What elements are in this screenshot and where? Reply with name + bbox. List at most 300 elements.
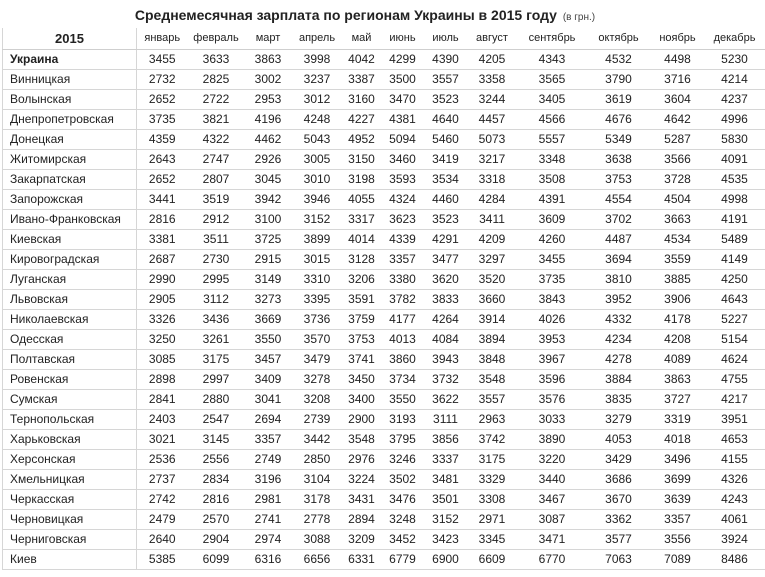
salary-value: 4535 <box>705 170 765 190</box>
salary-value: 3520 <box>467 270 518 290</box>
table-row <box>3 210 765 230</box>
salary-value: 3175 <box>467 450 518 470</box>
salary-value: 4214 <box>705 70 765 90</box>
salary-value: 3835 <box>587 390 651 410</box>
salary-value: 3111 <box>425 410 467 430</box>
salary-value: 4053 <box>587 430 651 450</box>
salary-value: 3753 <box>587 170 651 190</box>
salary-value: 3423 <box>425 530 467 550</box>
salary-value: 3318 <box>467 170 518 190</box>
salary-value: 5349 <box>587 130 651 150</box>
salary-value: 3419 <box>425 150 467 170</box>
salary-value: 3623 <box>381 210 425 230</box>
salary-value: 2926 <box>245 150 292 170</box>
salary-value: 4248 <box>292 110 343 130</box>
salary-value: 3523 <box>425 90 467 110</box>
salary-value: 5154 <box>705 330 765 350</box>
salary-value: 2732 <box>137 70 188 90</box>
salary-value: 3759 <box>343 310 381 330</box>
salary-value: 2807 <box>188 170 245 190</box>
salary-value: 5385 <box>137 550 188 570</box>
salary-value: 4055 <box>343 190 381 210</box>
region-name: Харьковская <box>3 430 137 450</box>
region-name: Полтавская <box>3 350 137 370</box>
region-name: Винницкая <box>3 70 137 90</box>
table-row <box>3 470 765 490</box>
region-name: Волынская <box>3 90 137 110</box>
salary-value: 4322 <box>188 130 245 150</box>
salary-value: 5287 <box>651 130 705 150</box>
salary-value: 5230 <box>705 50 765 70</box>
salary-value: 2974 <box>245 530 292 550</box>
table-row <box>3 130 765 150</box>
salary-value: 2990 <box>137 270 188 290</box>
salary-value: 3548 <box>343 430 381 450</box>
salary-value: 4177 <box>381 310 425 330</box>
salary-value: 3741 <box>343 350 381 370</box>
salary-value: 3669 <box>245 310 292 330</box>
salary-value: 2479 <box>137 510 188 530</box>
salary-value: 4640 <box>425 110 467 130</box>
salary-value: 3790 <box>587 70 651 90</box>
salary-value: 2737 <box>137 470 188 490</box>
salary-value: 3591 <box>343 290 381 310</box>
salary-value: 4343 <box>518 50 587 70</box>
salary-value: 3326 <box>137 310 188 330</box>
salary-value: 2816 <box>137 210 188 230</box>
year-header: 2015 <box>3 28 137 50</box>
salary-value: 3953 <box>518 330 587 350</box>
table-row <box>3 270 765 290</box>
table-row <box>3 90 765 110</box>
salary-value: 3470 <box>381 90 425 110</box>
salary-value: 2953 <box>245 90 292 110</box>
salary-value: 3742 <box>467 430 518 450</box>
salary-value: 3358 <box>467 70 518 90</box>
salary-value: 3217 <box>467 150 518 170</box>
title-unit: (в грн.) <box>562 12 596 23</box>
salary-value: 3508 <box>518 170 587 190</box>
salary-value: 4018 <box>651 430 705 450</box>
salary-value: 3345 <box>467 530 518 550</box>
salary-value: 7063 <box>587 550 651 570</box>
region-name: Житомирская <box>3 150 137 170</box>
salary-value: 3041 <box>245 390 292 410</box>
salary-value: 3596 <box>518 370 587 390</box>
region-name: Ровенская <box>3 370 137 390</box>
month-header: октябрь <box>587 28 651 50</box>
salary-value: 3943 <box>425 350 467 370</box>
salary-value: 3843 <box>518 290 587 310</box>
salary-value: 3604 <box>651 90 705 110</box>
salary-value: 2963 <box>467 410 518 430</box>
salary-value: 4676 <box>587 110 651 130</box>
salary-value: 3409 <box>245 370 292 390</box>
salary-value: 4566 <box>518 110 587 130</box>
salary-value: 3559 <box>651 250 705 270</box>
salary-value: 2747 <box>188 150 245 170</box>
salary-value: 6779 <box>381 550 425 570</box>
month-header: февраль <box>188 28 245 50</box>
salary-value: 3244 <box>467 90 518 110</box>
salary-value: 3952 <box>587 290 651 310</box>
salary-value: 3899 <box>292 230 343 250</box>
table-row <box>3 350 765 370</box>
salary-value: 3193 <box>381 410 425 430</box>
table-row <box>3 450 765 470</box>
salary-value: 3357 <box>651 510 705 530</box>
salary-value: 4504 <box>651 190 705 210</box>
salary-value: 3128 <box>343 250 381 270</box>
salary-value: 3735 <box>137 110 188 130</box>
table-row <box>3 390 765 410</box>
salary-value: 3450 <box>343 370 381 390</box>
salary-value: 2912 <box>188 210 245 230</box>
salary-value: 4332 <box>587 310 651 330</box>
salary-value: 4498 <box>651 50 705 70</box>
salary-value: 3400 <box>343 390 381 410</box>
salary-value: 4755 <box>705 370 765 390</box>
salary-value: 5094 <box>381 130 425 150</box>
salary-value: 2556 <box>188 450 245 470</box>
salary-value: 3208 <box>292 390 343 410</box>
salary-value: 8486 <box>705 550 765 570</box>
salary-value: 3732 <box>425 370 467 390</box>
salary-value: 4278 <box>587 350 651 370</box>
salary-value: 3429 <box>587 450 651 470</box>
table-row <box>3 150 765 170</box>
salary-value: 4237 <box>705 90 765 110</box>
region-name: Запорожская <box>3 190 137 210</box>
salary-value: 4390 <box>425 50 467 70</box>
table-row <box>3 70 765 90</box>
salary-value: 3565 <box>518 70 587 90</box>
salary-value: 4250 <box>705 270 765 290</box>
salary-value: 2905 <box>137 290 188 310</box>
salary-value: 4264 <box>425 310 467 330</box>
salary-value: 4149 <box>705 250 765 270</box>
salary-value: 3833 <box>425 290 467 310</box>
salary-value: 3556 <box>651 530 705 550</box>
salary-value: 4191 <box>705 210 765 230</box>
salary-value: 3145 <box>188 430 245 450</box>
salary-value: 3395 <box>292 290 343 310</box>
salary-value: 3795 <box>381 430 425 450</box>
salary-value: 3914 <box>467 310 518 330</box>
salary-value: 4339 <box>381 230 425 250</box>
salary-value: 3319 <box>651 410 705 430</box>
salary-value: 3150 <box>343 150 381 170</box>
salary-value: 3248 <box>381 510 425 530</box>
salary-value: 2739 <box>292 410 343 430</box>
salary-value: 3609 <box>518 210 587 230</box>
salary-value: 4532 <box>587 50 651 70</box>
region-name: Хмельницкая <box>3 470 137 490</box>
salary-value: 3010 <box>292 170 343 190</box>
salary-value: 7089 <box>651 550 705 570</box>
salary-value: 3860 <box>381 350 425 370</box>
salary-value: 3863 <box>245 50 292 70</box>
salary-value: 2981 <box>245 490 292 510</box>
salary-value: 3753 <box>343 330 381 350</box>
table-row <box>3 530 765 550</box>
salary-value: 3670 <box>587 490 651 510</box>
table-row <box>3 250 765 270</box>
salary-value: 5227 <box>705 310 765 330</box>
salary-value: 3557 <box>467 390 518 410</box>
salary-value: 6331 <box>343 550 381 570</box>
salary-value: 3946 <box>292 190 343 210</box>
salary-value: 4391 <box>518 190 587 210</box>
salary-value: 3619 <box>587 90 651 110</box>
region-name: Днепропетровская <box>3 110 137 130</box>
salary-value: 3638 <box>587 150 651 170</box>
salary-value: 3884 <box>587 370 651 390</box>
salary-value: 4299 <box>381 50 425 70</box>
table-row <box>3 170 765 190</box>
salary-value: 3196 <box>245 470 292 490</box>
salary-value: 3012 <box>292 90 343 110</box>
salary-value: 5557 <box>518 130 587 150</box>
salary-value: 4952 <box>343 130 381 150</box>
salary-value: 4487 <box>587 230 651 250</box>
table-row <box>3 110 765 130</box>
salary-value: 3570 <box>292 330 343 350</box>
salary-value: 6656 <box>292 550 343 570</box>
salary-value: 4026 <box>518 310 587 330</box>
salary-value: 3357 <box>245 430 292 450</box>
salary-value: 4462 <box>245 130 292 150</box>
salary-value: 3716 <box>651 70 705 90</box>
salary-value: 3279 <box>587 410 651 430</box>
salary-value: 2900 <box>343 410 381 430</box>
salary-value: 3633 <box>188 50 245 70</box>
region-name: Николаевская <box>3 310 137 330</box>
salary-value: 3297 <box>467 250 518 270</box>
salary-value: 4291 <box>425 230 467 250</box>
salary-value: 3500 <box>381 70 425 90</box>
salary-value: 2850 <box>292 450 343 470</box>
table-row <box>3 410 765 430</box>
salary-value: 3442 <box>292 430 343 450</box>
region-name: Львовская <box>3 290 137 310</box>
salary-value: 5460 <box>425 130 467 150</box>
salary-value: 3087 <box>518 510 587 530</box>
salary-value: 6900 <box>425 550 467 570</box>
title-text: Среднемесячная зарплата по регионам Украины в 2015 году <box>134 7 557 23</box>
region-name: Украина <box>3 50 137 70</box>
salary-value: 3534 <box>425 170 467 190</box>
salary-value: 3278 <box>292 370 343 390</box>
salary-value: 3576 <box>518 390 587 410</box>
salary-value: 3021 <box>137 430 188 450</box>
salary-value: 6609 <box>467 550 518 570</box>
salary-value: 3519 <box>188 190 245 210</box>
salary-value: 2915 <box>245 250 292 270</box>
salary-value: 3863 <box>651 370 705 390</box>
salary-value: 3557 <box>425 70 467 90</box>
salary-value: 4084 <box>425 330 467 350</box>
salary-value: 4091 <box>705 150 765 170</box>
salary-value: 3702 <box>587 210 651 230</box>
salary-value: 3209 <box>343 530 381 550</box>
salary-value: 3261 <box>188 330 245 350</box>
salary-value: 3477 <box>425 250 467 270</box>
salary-value: 3782 <box>381 290 425 310</box>
salary-value: 3452 <box>381 530 425 550</box>
salary-value: 2904 <box>188 530 245 550</box>
salary-value: 2536 <box>137 450 188 470</box>
region-name: Тернопольская <box>3 410 137 430</box>
region-name: Кировоградская <box>3 250 137 270</box>
salary-value: 2976 <box>343 450 381 470</box>
salary-value: 4234 <box>587 330 651 350</box>
salary-value: 3112 <box>188 290 245 310</box>
salary-value: 3942 <box>245 190 292 210</box>
salary-value: 2971 <box>467 510 518 530</box>
month-header: август <box>467 28 518 50</box>
salary-value: 3906 <box>651 290 705 310</box>
salary-value: 3727 <box>651 390 705 410</box>
salary-value: 3411 <box>467 210 518 230</box>
salary-value: 3821 <box>188 110 245 130</box>
month-header: март <box>245 28 292 50</box>
salary-value: 3224 <box>343 470 381 490</box>
salary-value: 2841 <box>137 390 188 410</box>
table-row <box>3 510 765 530</box>
salary-value: 2694 <box>245 410 292 430</box>
salary-value: 3686 <box>587 470 651 490</box>
salary-value: 3890 <box>518 430 587 450</box>
salary-value: 3476 <box>381 490 425 510</box>
salary-value: 3405 <box>518 90 587 110</box>
salary-value: 3387 <box>343 70 381 90</box>
salary-value: 3149 <box>245 270 292 290</box>
salary-value: 3566 <box>651 150 705 170</box>
region-name: Одесская <box>3 330 137 350</box>
salary-value: 3736 <box>292 310 343 330</box>
salary-value: 3894 <box>467 330 518 350</box>
salary-value: 4209 <box>467 230 518 250</box>
month-header: май <box>343 28 381 50</box>
salary-value: 2722 <box>188 90 245 110</box>
month-header: сентябрь <box>518 28 587 50</box>
salary-value: 3455 <box>137 50 188 70</box>
salary-value: 2742 <box>137 490 188 510</box>
salary-value: 3622 <box>425 390 467 410</box>
salary-value: 4205 <box>467 50 518 70</box>
salary-value: 3620 <box>425 270 467 290</box>
salary-value: 3273 <box>245 290 292 310</box>
salary-value: 4178 <box>651 310 705 330</box>
region-name: Сумская <box>3 390 137 410</box>
salary-value: 3348 <box>518 150 587 170</box>
salary-value: 2403 <box>137 410 188 430</box>
salary-value: 3362 <box>587 510 651 530</box>
salary-value: 3308 <box>467 490 518 510</box>
salary-value: 6770 <box>518 550 587 570</box>
salary-value: 3457 <box>245 350 292 370</box>
salary-value: 2570 <box>188 510 245 530</box>
region-name: Закарпатская <box>3 170 137 190</box>
salary-value: 4457 <box>467 110 518 130</box>
salary-value: 4061 <box>705 510 765 530</box>
salary-value: 5830 <box>705 130 765 150</box>
salary-value: 3104 <box>292 470 343 490</box>
salary-value: 2640 <box>137 530 188 550</box>
salary-value: 4217 <box>705 390 765 410</box>
region-name: Херсонская <box>3 450 137 470</box>
table-row <box>3 290 765 310</box>
region-name: Черновицкая <box>3 510 137 530</box>
salary-value: 3523 <box>425 210 467 230</box>
salary-value: 2995 <box>188 270 245 290</box>
salary-value: 3951 <box>705 410 765 430</box>
month-header: июль <box>425 28 467 50</box>
salary-value: 3152 <box>292 210 343 230</box>
salary-value: 4381 <box>381 110 425 130</box>
month-header: апрель <box>292 28 343 50</box>
salary-value: 3015 <box>292 250 343 270</box>
salary-value: 3246 <box>381 450 425 470</box>
salary-value: 3593 <box>381 170 425 190</box>
table-row <box>3 550 765 570</box>
salary-value: 3198 <box>343 170 381 190</box>
salary-value: 3175 <box>188 350 245 370</box>
salary-value: 4653 <box>705 430 765 450</box>
salary-value: 3725 <box>245 230 292 250</box>
salary-value: 4260 <box>518 230 587 250</box>
salary-value: 3467 <box>518 490 587 510</box>
salary-value: 3152 <box>425 510 467 530</box>
salary-value: 3431 <box>343 490 381 510</box>
table-row <box>3 370 765 390</box>
salary-value: 3699 <box>651 470 705 490</box>
salary-value: 5073 <box>467 130 518 150</box>
salary-value: 4196 <box>245 110 292 130</box>
salary-value: 3160 <box>343 90 381 110</box>
salary-value: 3728 <box>651 170 705 190</box>
salary-value: 2816 <box>188 490 245 510</box>
salary-value: 2898 <box>137 370 188 390</box>
salary-value: 2880 <box>188 390 245 410</box>
salary-value: 4624 <box>705 350 765 370</box>
salary-value: 4534 <box>651 230 705 250</box>
salary-value: 3663 <box>651 210 705 230</box>
salary-value: 4284 <box>467 190 518 210</box>
month-header: ноябрь <box>651 28 705 50</box>
salary-value: 3460 <box>381 150 425 170</box>
table-row <box>3 230 765 250</box>
salary-value: 4359 <box>137 130 188 150</box>
salary-value: 2894 <box>343 510 381 530</box>
region-name: Ивано-Франковская <box>3 210 137 230</box>
salary-value: 4013 <box>381 330 425 350</box>
salary-value: 4208 <box>651 330 705 350</box>
salary-value: 3924 <box>705 530 765 550</box>
region-name: Киевская <box>3 230 137 250</box>
salary-value: 4227 <box>343 110 381 130</box>
salary-value: 3577 <box>587 530 651 550</box>
salary-value: 3511 <box>188 230 245 250</box>
salary-value: 2652 <box>137 90 188 110</box>
salary-value: 4642 <box>651 110 705 130</box>
salary-value: 3810 <box>587 270 651 290</box>
salary-value: 2643 <box>137 150 188 170</box>
salary-value: 3206 <box>343 270 381 290</box>
salary-value: 3496 <box>651 450 705 470</box>
salary-value: 3550 <box>381 390 425 410</box>
